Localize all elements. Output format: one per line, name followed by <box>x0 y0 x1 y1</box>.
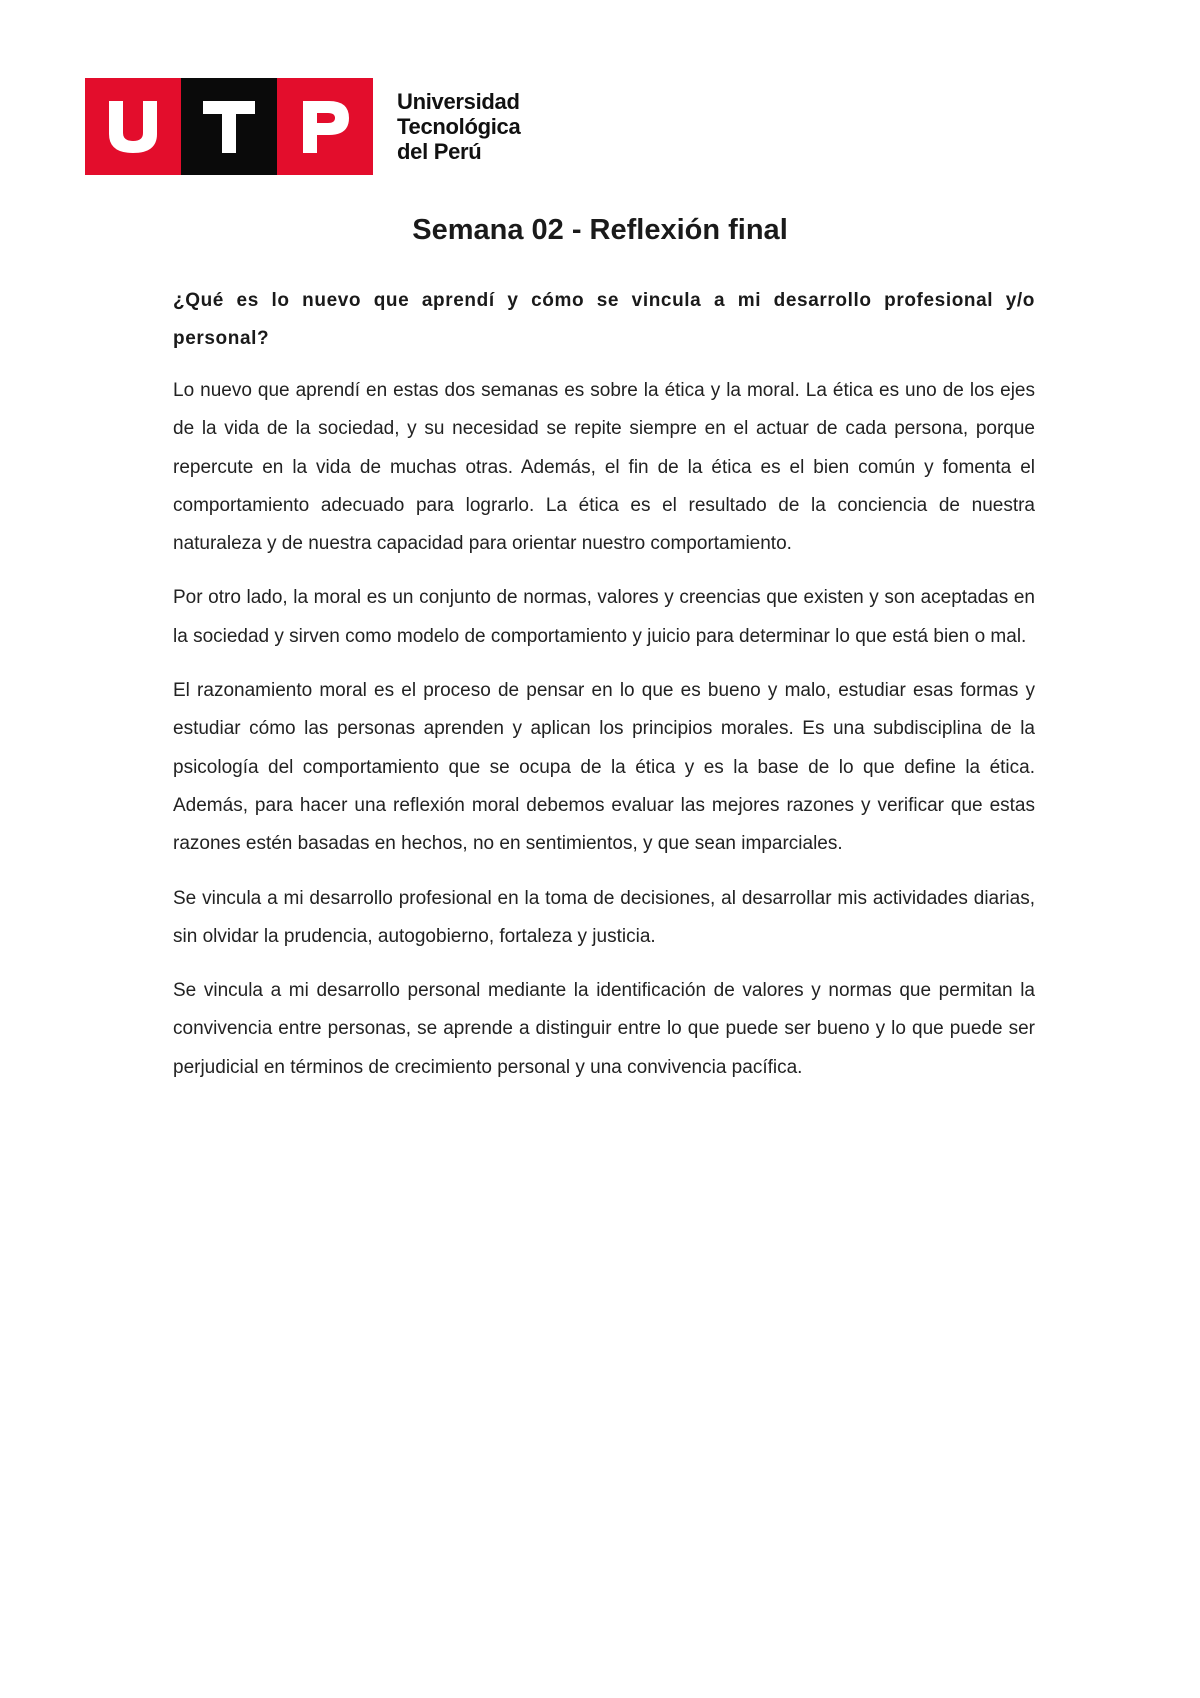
reflection-question: ¿Qué es lo nuevo que aprendí y cómo se vincula a mi desarrollo profesional y/o personal? <box>173 290 1035 349</box>
logo-institution-name <box>397 89 520 164</box>
logo-letter-p-icon <box>295 99 355 155</box>
paragraph-4: Se vincula a mi desarrollo profesional en la toma de decisiones, al desarrollar mis actividades diarias, sin olvidar la prudencia, autogobierno, fortaleza y justicia. <box>173 887 1035 947</box>
paragraph-2: Por otro lado, la moral es un conjunto de normas, valores y creencias que existen y son aceptadas en la sociedad y sirven como modelo de comportamiento y juicio para determinar lo que está bien o mal. <box>173 587 1035 647</box>
logo-blocks <box>85 78 373 175</box>
document-title: Semana 02 - Reflexión final <box>412 214 788 246</box>
logo-name-line-2: Tecnológica <box>397 114 521 139</box>
paragraph-3: El razonamiento moral es el proceso de pensar en lo que es bueno y malo, estudiar esas formas y estudiar cómo las personas aprenden y aplican los principios morales. Es una subdisciplina de la psicología del comportamiento que se ocupa de la ética y es la base de lo que define la ética. Además, para hacer una reflexión moral debemos evaluar las mejores razones y verificar que estas razones estén basadas en hechos, no en sentimientos, y que sean imparciales. <box>173 680 1035 855</box>
paragraph-5: Se vincula a mi desarrollo personal mediante la identificación de valores y normas que permitan la convivencia entre personas, se aprende a distinguir entre lo que puede ser bueno y lo que puede ser perjudicial en términos de crecimiento personal y una convivencia pacífica. <box>173 980 1035 1078</box>
logo-name-line-1: Universidad <box>397 89 520 114</box>
logo-name-line-3: del Perú <box>397 139 482 164</box>
logo-block-p <box>277 78 373 175</box>
logo-letter-t-icon <box>199 99 259 155</box>
logo-block-u <box>85 78 181 175</box>
utp-logo <box>85 78 520 175</box>
logo-block-t <box>181 78 277 175</box>
document-body <box>173 282 1035 1103</box>
logo-letter-u-icon <box>103 99 163 155</box>
paragraph-1: Lo nuevo que aprendí en estas dos semanas es sobre la ética y la moral. La ética es uno de los ejes de la vida de la sociedad, y su necesidad se repite siempre en el actuar de cada persona, porque repercute en la vida de muchas otras. Además, el fin de la ética es el bien común y fomenta el comportamiento adecuado para lograrlo. La ética es el resultado de la conciencia de nuestra naturaleza y de nuestra capacidad para orientar nuestro comportamiento. <box>173 380 1035 555</box>
